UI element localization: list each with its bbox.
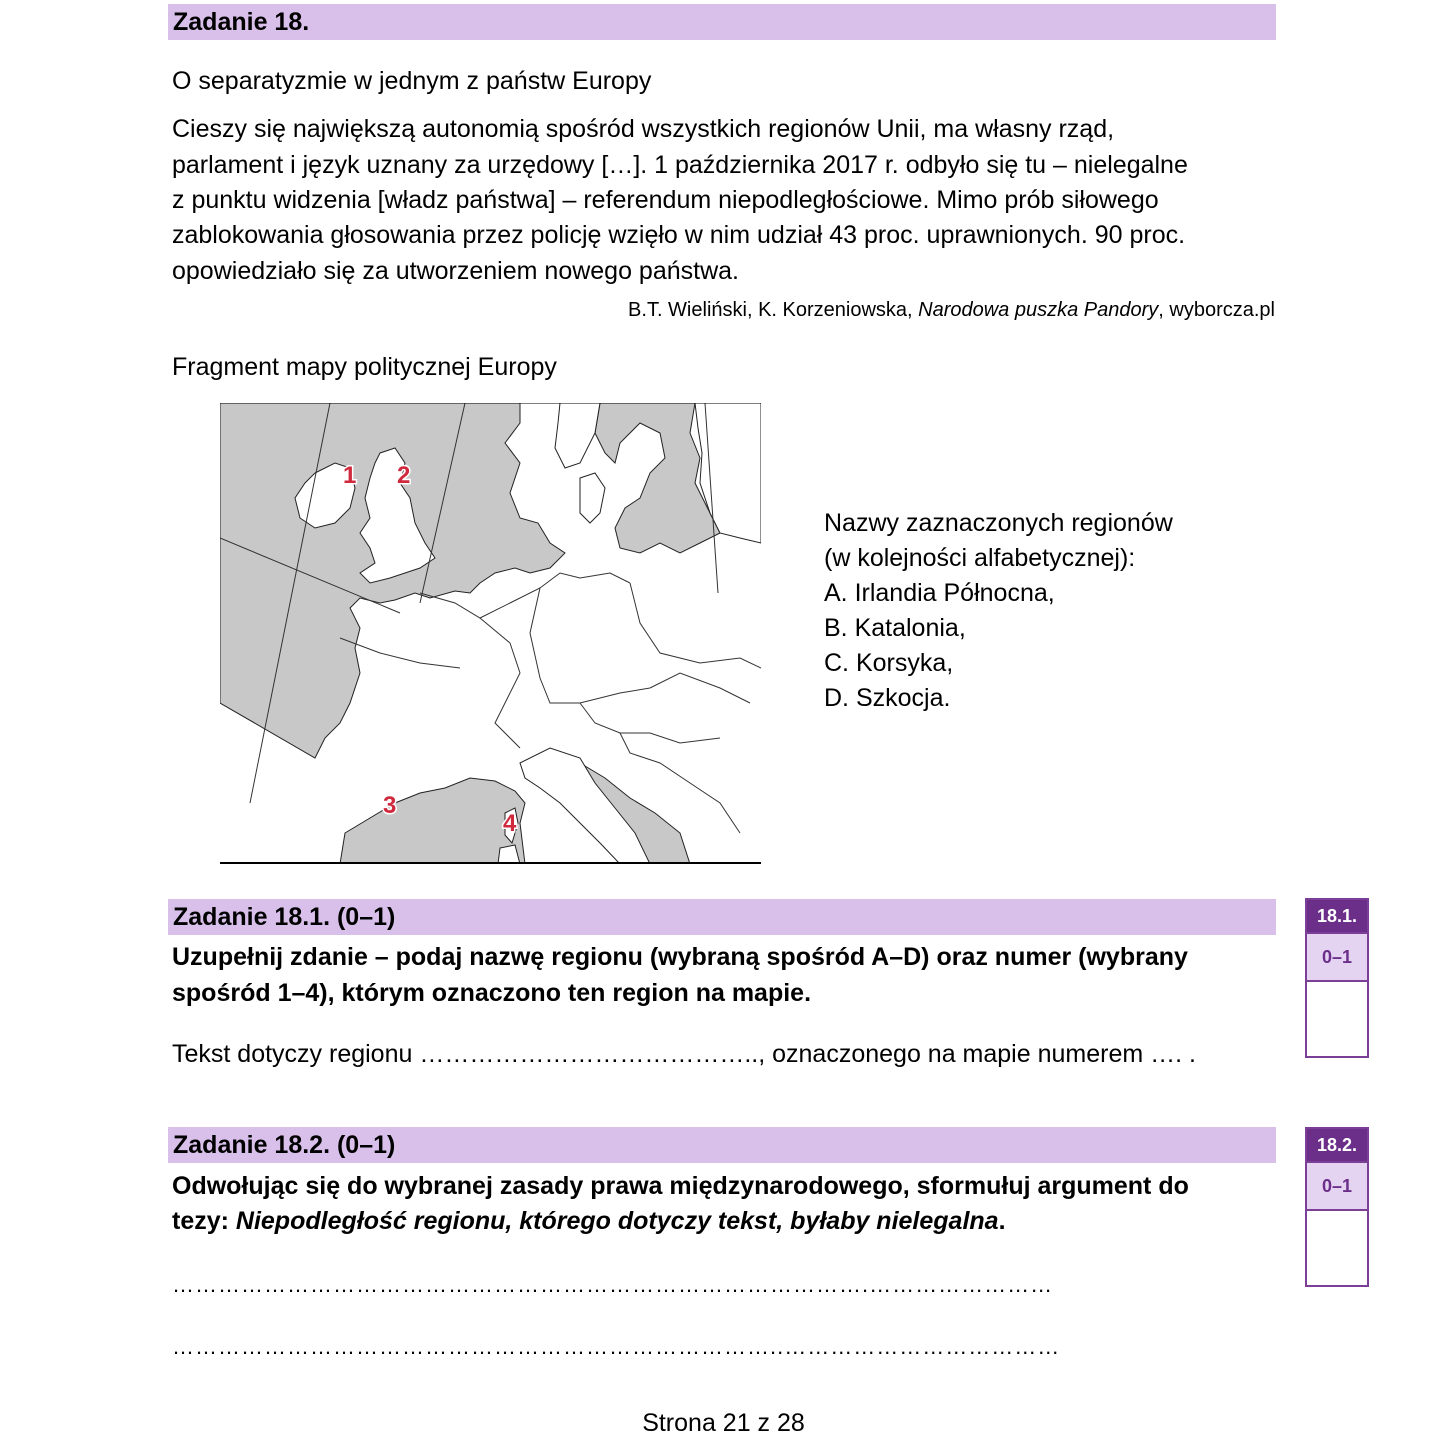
quote-line: opowiedziało się za utworzeniem nowego państwa. — [172, 257, 739, 285]
score-points: 0–1 — [1307, 1161, 1367, 1211]
score-entry-field[interactable] — [1307, 1211, 1367, 1285]
subtask-1-instruction-cont: spośród 1–4), którym oznaczono ten region na mapie. — [172, 979, 812, 1007]
subtask-1-instruction: Uzupełnij zdanie – podaj nazwę regionu (wybraną spośród A–D) oraz numer (wybrany — [172, 943, 1188, 971]
subtask-1-title: Zadanie 18.1. (0–1) — [173, 903, 396, 931]
task-intro: O separatyzmie w jednym z państw Europy — [172, 67, 652, 95]
map-label-1: 1 — [343, 462, 357, 489]
subtask-1-answer-line[interactable]: Tekst dotyczy regionu ………………………………….., oznaczonego na mapie numerem …. . — [172, 1040, 1196, 1068]
regions-list — [824, 506, 1173, 716]
score-points: 0–1 — [1307, 932, 1367, 982]
thesis-suffix: . — [998, 1207, 1006, 1235]
regions-heading-sub: (w kolejności alfabetycznej): — [824, 544, 1136, 572]
map-label-3: 3 — [383, 792, 397, 819]
score-box-18-2 — [1305, 1127, 1369, 1287]
europe-map — [220, 403, 761, 864]
score-entry-field[interactable] — [1307, 982, 1367, 1056]
answer-dotted-line[interactable]: ……………………………………………………………………………….…………………… — [172, 1272, 1054, 1297]
answer-dotted-line[interactable]: ……………………………………………………………………..……………………………… — [172, 1334, 1061, 1359]
source-title: Narodowa puszka Pandory — [918, 299, 1159, 321]
score-box-18-1 — [1305, 898, 1369, 1058]
region-option: D. Szkocja. — [824, 684, 951, 712]
quote-line: zablokowania głosowania przez policję wzięło w nim udział 43 proc. uprawnionych. 90 proc. — [172, 221, 1186, 249]
source-authors: B.T. Wieliński, K. Korzeniowska, — [628, 299, 913, 321]
quote-line: z punktu widzenia [władz państwa] – referendum niepodległościowe. Mimo prób siłowego — [172, 186, 1159, 214]
region-option: C. Korsyka, — [824, 649, 954, 677]
task-title: Zadanie 18. — [173, 8, 310, 36]
thesis-text: Niepodległość regionu, którego dotyczy tekst, byłaby nielegalna — [235, 1207, 999, 1235]
thesis-prefix: tezy: — [172, 1207, 236, 1235]
quote-source — [628, 296, 1275, 324]
region-option: B. Katalonia, — [824, 614, 966, 642]
subtask-2-instruction-cont — [172, 1204, 1006, 1239]
quote-line: parlament i język uznany za urzędowy […]. 1 października 2017 r. odbyło się tu – nielegalne — [172, 151, 1188, 179]
page-number: Strona 21 z 28 — [642, 1409, 805, 1437]
map-label-4: 4 — [503, 810, 517, 837]
region-option: A. Irlandia Północna, — [824, 579, 1055, 607]
subtask-1-title-bar — [168, 899, 1276, 935]
map-label-2: 2 — [397, 462, 411, 489]
subtask-2-title-bar — [168, 1127, 1276, 1163]
map-caption: Fragment mapy politycznej Europy — [172, 353, 557, 381]
subtask-2-title: Zadanie 18.2. (0–1) — [173, 1131, 396, 1159]
score-label: 18.2. — [1307, 1129, 1367, 1161]
task-title-bar — [168, 4, 1276, 40]
regions-heading: Nazwy zaznaczonych regionów — [824, 509, 1173, 537]
source-site: , wyborcza.pl — [1158, 299, 1275, 321]
score-label: 18.1. — [1307, 900, 1367, 932]
quote-line: Cieszy się największą autonomią spośród wszystkich regionów Unii, ma własny rząd, — [172, 115, 1115, 143]
subtask-2-instruction: Odwołując się do wybranej zasady prawa międzynarodowego, sformułuj argument do — [172, 1172, 1189, 1200]
